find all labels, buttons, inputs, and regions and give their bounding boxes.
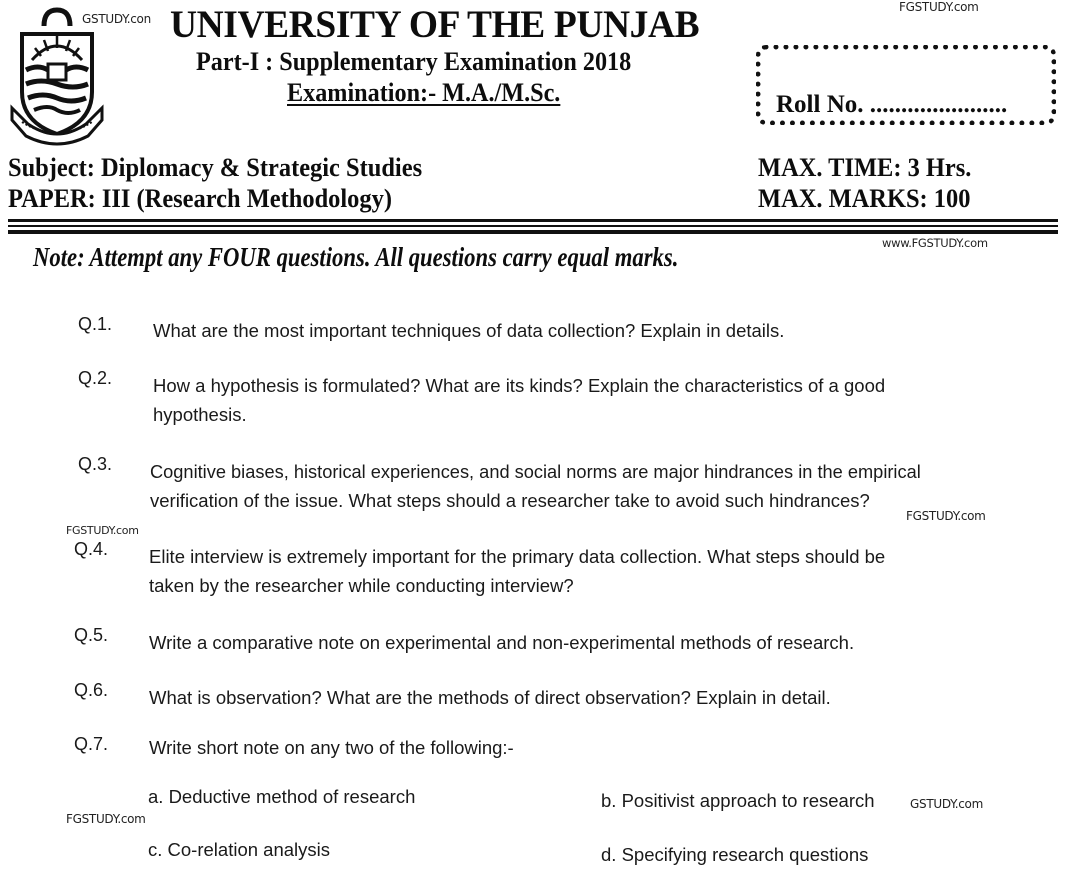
- watermark-mid-left: FGSTUDY.com: [66, 524, 139, 537]
- question-number: Q.2.: [78, 368, 113, 388]
- max-time: MAX. TIME: 3 Hrs.: [758, 153, 972, 182]
- exam-type: Examination:- M.A./M.Sc.: [287, 78, 561, 107]
- question-text: Write a comparative note on experimental and non-experimental methods of research.: [149, 632, 855, 653]
- header-divider-mid: [8, 225, 1058, 227]
- question-text: How a hypothesis is formulated? What are its kinds? Explain the characteristics of a good: [153, 375, 886, 396]
- question-text: taken by the researcher while conducting interview?: [149, 575, 574, 596]
- question-text: verification of the issue. What steps should a researcher take to avoid such hindrances?: [150, 490, 870, 511]
- question-number: Q.6.: [74, 680, 109, 700]
- watermark-top-right: FGSTUDY.com: [899, 0, 979, 14]
- question-text: Write short note on any two of the following:-: [149, 737, 514, 758]
- header-divider-top: [8, 219, 1058, 222]
- watermark-mid-right: FGSTUDY.com: [906, 509, 986, 523]
- sub-question-c: c. Co-relation analysis: [148, 839, 330, 860]
- watermark-bottom-right: GSTUDY.com: [910, 797, 983, 811]
- sub-question-a: a. Deductive method of research: [148, 786, 416, 807]
- question-number: Q.1.: [78, 314, 113, 334]
- watermark-note-right: www.FGSTUDY.com: [882, 236, 988, 250]
- sub-question-d: d. Specifying research questions: [601, 844, 869, 865]
- question-text: Elite interview is extremely important for the primary data collection. What steps should be: [149, 546, 886, 567]
- paper-label: PAPER: III (Research Methodology): [8, 184, 392, 213]
- max-marks: MAX. MARKS: 100: [758, 184, 971, 213]
- question-text: Cognitive biases, historical experiences, and social norms are major hindrances in the empirical: [150, 461, 921, 482]
- subject-label: Subject: Diplomacy & Strategic Studies: [8, 153, 423, 182]
- question-number: Q.4.: [74, 539, 109, 559]
- question-text: What is observation? What are the methods of direct observation? Explain in detail.: [149, 687, 831, 708]
- question-number: Q.7.: [74, 734, 109, 754]
- question-text: What are the most important techniques of data collection? Explain in details.: [153, 320, 785, 341]
- header-divider-bottom: [8, 230, 1058, 234]
- watermark-top-left: GSTUDY.con: [82, 12, 151, 26]
- watermark-bottom-left: FGSTUDY.com: [66, 812, 146, 826]
- university-title: UNIVERSITY OF THE PUNJAB: [170, 3, 700, 46]
- instructions-note: Note: Attempt any FOUR questions. All questions carry equal marks.: [33, 242, 679, 272]
- exam-session: Part-I : Supplementary Examination 2018: [196, 47, 632, 76]
- question-text: hypothesis.: [153, 404, 247, 425]
- roll-number-field: Roll No. ......................: [776, 91, 1008, 118]
- question-number: Q.5.: [74, 625, 109, 645]
- sub-question-b: b. Positivist approach to research: [601, 790, 875, 811]
- question-number: Q.3.: [78, 454, 113, 474]
